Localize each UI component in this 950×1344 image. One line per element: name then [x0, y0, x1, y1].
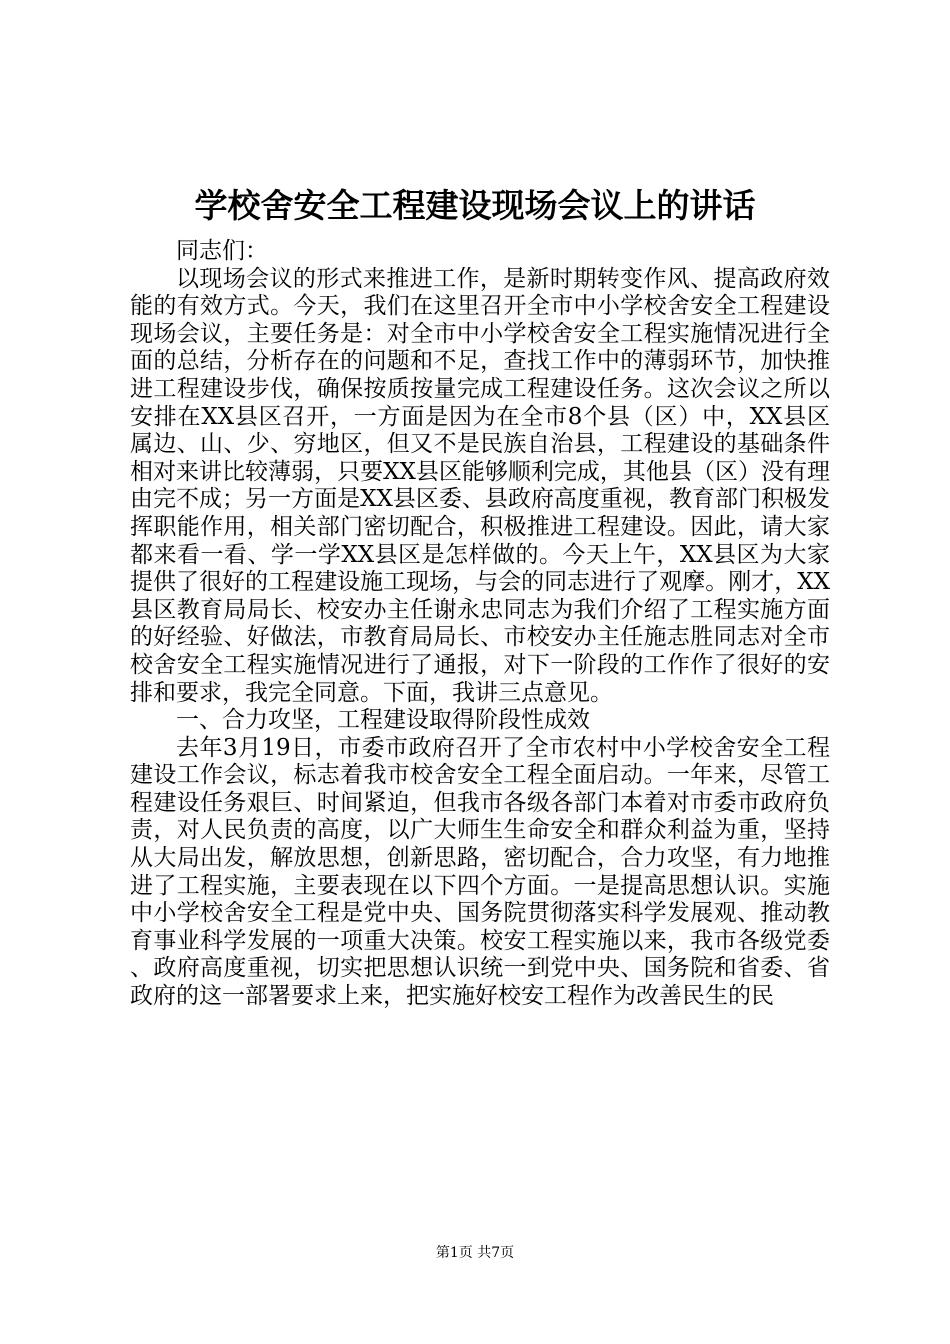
document-title: 学校舍安全工程建设现场会议上的讲话: [194, 186, 756, 225]
document-body: [130, 238, 830, 1011]
paragraph-intro: 以现场会议的形式来推进工作，是新时期转变作风、提高政府效能的有效方式。今天，我们在这里召开全市中小学校舍安全工程建设现场会议，主要任务是：对全市中小学校舍安全工程实施情况进行全面的总结，分析存在的问题和不足，查找工作中的薄弱环节，加快推进工程建设步伐，确保按质按量完成工程建设任务。这次会议之所以安排在XX县区召开，一方面是因为在全市8个县（区）中，XX县区属边、山、少、穷地区，但又不是民族自治县，工程建设的基础条件相对来讲比较薄弱，只要XX县区能够顺利完成，其他县（区）没有理由完不成；另一方面是XX县区委、县政府高度重视，教育部门积极发挥职能作用，相关部门密切配合，积极推进工程建设。因此，请大家都来看一看、学一学XX县区是怎样做的。今天上午，XX县区为大家提供了很好的工程建设施工现场，与会的同志进行了观摩。刚才，XX县区教育局局长、校安办主任谢永忠同志为我们介绍了工程实施方面的好经验、好做法，市教育局局长、市校安办主任施志胜同志对全市校舍安全工程实施情况进行了通报，对下一阶段的工作作了很好的安排和要求，我完全同意。下面，我讲三点意见。: [130, 265, 830, 706]
salutation: 同志们：: [176, 238, 268, 264]
page-number-footer: 第1页 共7页: [435, 1245, 515, 1261]
paragraph-section-1: 去年3月19日，市委市政府召开了全市农村中小学校舍安全工程建设工作会议，标志着我市校舍安全工程全面启动。一年来，尽管工程建设任务艰巨、时间紧迫，但我市各级各部门本着对市委市政府负责，对人民负责的高度，以广大师生生命安全和群众利益为重，坚持从大局出发，解放思想，创新思路，密切配合，合力攻坚，有力地推进了工程实施，主要表现在以下四个方面。一是提高思想认识。实施中小学校舍安全工程是党中央、国务院贯彻落实科学发展观、推动教育事业科学发展的一项重大决策。校安工程实施以来，我市各级党委、政府高度重视，切实把思想认识统一到党中央、国务院和省委、省政府的这一部署要求上来，把实施好校安工程作为改善民生的民: [130, 734, 830, 1010]
section-heading-1: 一、合力攻坚，工程建设取得阶段性成效: [176, 707, 590, 734]
